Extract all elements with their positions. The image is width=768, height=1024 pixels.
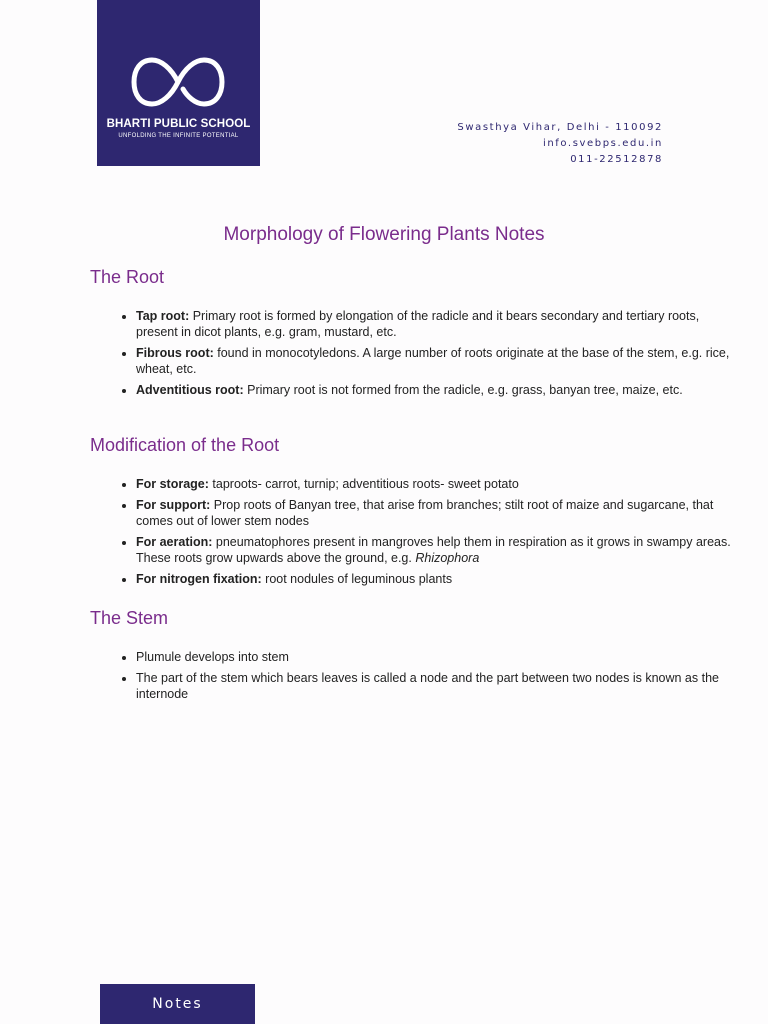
list-item bbox=[136, 308, 736, 340]
item-term: Fibrous root: bbox=[136, 346, 214, 360]
item-text: Primary root is not formed from the radicle, e.g. grass, banyan tree, maize, etc. bbox=[243, 383, 683, 397]
infinity-logo-icon bbox=[131, 56, 225, 108]
item-text: The part of the stem which bears leaves is called a node and the part between two nodes is known as the internode bbox=[136, 671, 719, 701]
contact-block bbox=[457, 120, 663, 168]
list-item bbox=[136, 476, 736, 492]
item-text: Primary root is formed by elongation of the radicle and it bears secondary and tertiary roots, present in dicot plants, e.g. gram, mustard, etc. bbox=[136, 309, 700, 339]
school-name: BHARTI PUBLIC SCHOOL bbox=[106, 118, 251, 130]
list-item bbox=[136, 534, 736, 566]
item-text: root nodules of leguminous plants bbox=[261, 572, 453, 586]
item-term: For storage: bbox=[136, 477, 209, 491]
address: Swasthya Vihar, Delhi - 110092 bbox=[457, 122, 663, 133]
item-italic: Rhizophora bbox=[415, 551, 480, 565]
phone: 011-22512878 bbox=[570, 154, 663, 165]
school-logo bbox=[97, 0, 260, 166]
email: info.svebps.edu.in bbox=[542, 138, 663, 149]
item-text: pneumatophores present in mangroves help them in respiration as it grows in swampy areas. These roots grow upwards above the ground, e.g. bbox=[136, 535, 731, 565]
list-item bbox=[136, 382, 736, 398]
list-item bbox=[136, 670, 736, 702]
item-term: Tap root: bbox=[136, 309, 190, 323]
list-item bbox=[136, 497, 736, 529]
modification-list bbox=[90, 476, 736, 592]
item-text: Prop roots of Banyan tree, that arise from branches; stilt root of maize and sugarcane, that comes out of lower stem nodes bbox=[136, 498, 714, 528]
item-text: Plumule develops into stem bbox=[136, 650, 289, 664]
item-term: For nitrogen fixation: bbox=[136, 572, 262, 586]
list-item bbox=[136, 345, 736, 377]
stem-list bbox=[90, 649, 736, 707]
list-item bbox=[136, 649, 736, 665]
section-heading-stem: The Stem bbox=[90, 608, 169, 628]
item-term: For support: bbox=[136, 498, 211, 512]
item-text: taproots- carrot, turnip; adventitious roots- sweet potato bbox=[208, 477, 519, 491]
school-tagline: UNFOLDING THE INFINITE POTENTIAL bbox=[118, 133, 239, 139]
item-text: found in monocotyledons. A large number of roots originate at the base of the stem, e.g. rice, wheat, etc. bbox=[136, 346, 730, 376]
page-title: Morphology of Flowering Plants Notes bbox=[223, 224, 545, 245]
section-heading-root-modification: Modification of the Root bbox=[90, 435, 280, 455]
section-heading-root: The Root bbox=[90, 267, 165, 287]
root-list bbox=[90, 308, 736, 403]
item-term: Adventitious root: bbox=[136, 383, 244, 397]
item-term: For aeration: bbox=[136, 535, 213, 549]
list-item bbox=[136, 571, 736, 587]
notes-tab: Notes bbox=[100, 984, 255, 1024]
